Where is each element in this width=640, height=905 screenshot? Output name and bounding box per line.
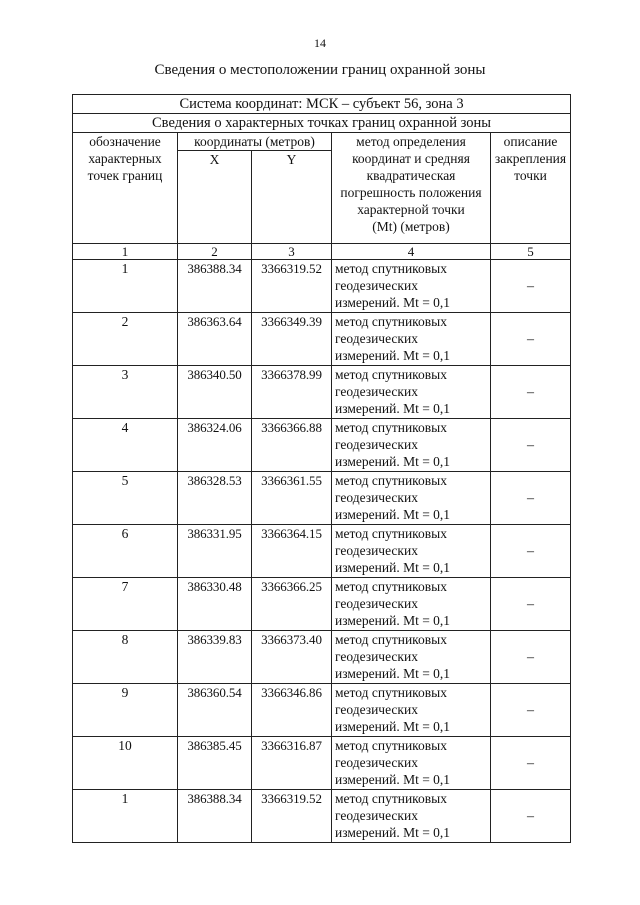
method-line: измерений. Mt = 0,1 <box>335 348 451 363</box>
x-coordinate-cell: 386363.64 <box>178 313 252 366</box>
fixing-description-cell: – <box>491 737 571 790</box>
method-line: метод спутниковых <box>335 526 447 541</box>
method-line: метод спутниковых <box>335 473 447 488</box>
header-coordinates: координаты (метров) <box>178 133 332 151</box>
method-line: измерений. Mt = 0,1 <box>335 401 451 416</box>
method-line: измерений. Mt = 0,1 <box>335 454 451 469</box>
table-row <box>73 578 571 631</box>
y-coordinate-cell: 3366319.52 <box>252 790 332 843</box>
header-point-designation <box>73 133 178 244</box>
method-line: измерений. Mt = 0,1 <box>335 719 451 734</box>
header-fixing-line: закрепления <box>494 151 567 166</box>
method-cell <box>332 313 491 366</box>
x-coordinate-cell: 386388.34 <box>178 260 252 313</box>
x-coordinate-cell: 386328.53 <box>178 472 252 525</box>
point-id-cell: 1 <box>73 790 178 843</box>
fixing-description-cell: – <box>491 472 571 525</box>
method-line: метод спутниковых <box>335 632 447 647</box>
method-line: геодезических <box>335 331 418 346</box>
method-line: геодезических <box>335 490 418 505</box>
method-line: геодезических <box>335 702 418 717</box>
header-method-line: квадратическая <box>366 168 456 183</box>
point-id-cell: 3 <box>73 366 178 419</box>
method-line: измерений. Mt = 0,1 <box>335 295 451 310</box>
y-coordinate-cell: 3366349.39 <box>252 313 332 366</box>
header-x: X <box>178 151 252 244</box>
method-line: геодезических <box>335 543 418 558</box>
y-coordinate-cell: 3366378.99 <box>252 366 332 419</box>
method-line: геодезических <box>335 596 418 611</box>
method-cell <box>332 472 491 525</box>
boundary-points-table <box>72 94 571 843</box>
x-coordinate-cell: 386339.83 <box>178 631 252 684</box>
table-row <box>73 684 571 737</box>
section-title: Сведения о характерных точках границ охранной зоны <box>73 114 571 133</box>
header-point-line: обозначение <box>89 134 161 149</box>
table-row <box>73 366 571 419</box>
header-method-line: (Mt) (метров) <box>372 219 450 234</box>
point-id-cell: 5 <box>73 472 178 525</box>
column-number: 3 <box>252 244 332 260</box>
y-coordinate-cell: 3366316.87 <box>252 737 332 790</box>
y-coordinate-cell: 3366346.86 <box>252 684 332 737</box>
method-cell <box>332 578 491 631</box>
header-point-line: характерных <box>88 151 162 166</box>
fixing-description-cell: – <box>491 260 571 313</box>
fixing-description-cell: – <box>491 631 571 684</box>
table-row <box>73 525 571 578</box>
fixing-description-cell: – <box>491 366 571 419</box>
fixing-description-cell: – <box>491 419 571 472</box>
method-line: геодезических <box>335 755 418 770</box>
header-y: Y <box>252 151 332 244</box>
point-id-cell: 1 <box>73 260 178 313</box>
table-body <box>73 95 571 843</box>
method-cell <box>332 419 491 472</box>
x-coordinate-cell: 386331.95 <box>178 525 252 578</box>
y-coordinate-cell: 3366364.15 <box>252 525 332 578</box>
method-line: геодезических <box>335 649 418 664</box>
method-line: метод спутниковых <box>335 314 447 329</box>
document-title: Сведения о местоположении границ охранной зоны <box>154 62 486 78</box>
header-point-line: точек границ <box>87 168 163 183</box>
method-line: метод спутниковых <box>335 791 447 806</box>
header-method <box>332 133 491 244</box>
table-row <box>73 790 571 843</box>
table-row <box>73 260 571 313</box>
table-row <box>73 737 571 790</box>
method-line: геодезических <box>335 437 418 452</box>
x-coordinate-cell: 386385.45 <box>178 737 252 790</box>
table-row <box>73 419 571 472</box>
fixing-description-cell: – <box>491 790 571 843</box>
header-method-line: погрешность положения <box>340 185 482 200</box>
method-cell <box>332 366 491 419</box>
y-coordinate-cell: 3366366.25 <box>252 578 332 631</box>
method-line: геодезических <box>335 278 418 293</box>
method-line: измерений. Mt = 0,1 <box>335 825 451 840</box>
method-line: метод спутниковых <box>335 261 447 276</box>
method-line: метод спутниковых <box>335 579 447 594</box>
x-coordinate-cell: 386340.50 <box>178 366 252 419</box>
x-coordinate-cell: 386330.48 <box>178 578 252 631</box>
point-id-cell: 10 <box>73 737 178 790</box>
table-row <box>73 472 571 525</box>
method-line: метод спутниковых <box>335 685 447 700</box>
page-number: 14 <box>314 36 326 50</box>
method-line: геодезических <box>335 808 418 823</box>
fixing-description-cell: – <box>491 578 571 631</box>
point-id-cell: 2 <box>73 313 178 366</box>
column-number: 1 <box>73 244 178 260</box>
method-line: метод спутниковых <box>335 420 447 435</box>
header-method-line: координат и средняя <box>352 151 470 166</box>
header-method-line: метод определения <box>356 134 466 149</box>
table-row <box>73 631 571 684</box>
point-id-cell: 4 <box>73 419 178 472</box>
method-cell <box>332 737 491 790</box>
header-method-line: характерной точки <box>357 202 465 217</box>
column-number: 2 <box>178 244 252 260</box>
method-line: метод спутниковых <box>335 738 447 753</box>
method-cell <box>332 684 491 737</box>
y-coordinate-cell: 3366319.52 <box>252 260 332 313</box>
x-coordinate-cell: 386360.54 <box>178 684 252 737</box>
coordinate-system-label: Система координат: МСК – субъект 56, зона 3 <box>73 95 571 114</box>
method-line: измерений. Mt = 0,1 <box>335 666 451 681</box>
y-coordinate-cell: 3366366.88 <box>252 419 332 472</box>
point-id-cell: 9 <box>73 684 178 737</box>
header-fixing-line: точки <box>514 168 547 183</box>
method-line: измерений. Mt = 0,1 <box>335 772 451 787</box>
fixing-description-cell: – <box>491 313 571 366</box>
y-coordinate-cell: 3366361.55 <box>252 472 332 525</box>
method-line: измерений. Mt = 0,1 <box>335 613 451 628</box>
point-id-cell: 8 <box>73 631 178 684</box>
table-row <box>73 313 571 366</box>
method-line: метод спутниковых <box>335 367 447 382</box>
point-id-cell: 6 <box>73 525 178 578</box>
point-id-cell: 7 <box>73 578 178 631</box>
column-number: 4 <box>332 244 491 260</box>
method-cell <box>332 790 491 843</box>
method-line: измерений. Mt = 0,1 <box>335 507 451 522</box>
method-line: измерений. Mt = 0,1 <box>335 560 451 575</box>
column-number: 5 <box>491 244 571 260</box>
method-line: геодезических <box>335 384 418 399</box>
method-cell <box>332 631 491 684</box>
fixing-description-cell: – <box>491 684 571 737</box>
x-coordinate-cell: 386324.06 <box>178 419 252 472</box>
x-coordinate-cell: 386388.34 <box>178 790 252 843</box>
header-fixing-description <box>491 133 571 244</box>
header-fixing-line: описание <box>503 134 558 149</box>
method-cell <box>332 260 491 313</box>
y-coordinate-cell: 3366373.40 <box>252 631 332 684</box>
method-cell <box>332 525 491 578</box>
fixing-description-cell: – <box>491 525 571 578</box>
